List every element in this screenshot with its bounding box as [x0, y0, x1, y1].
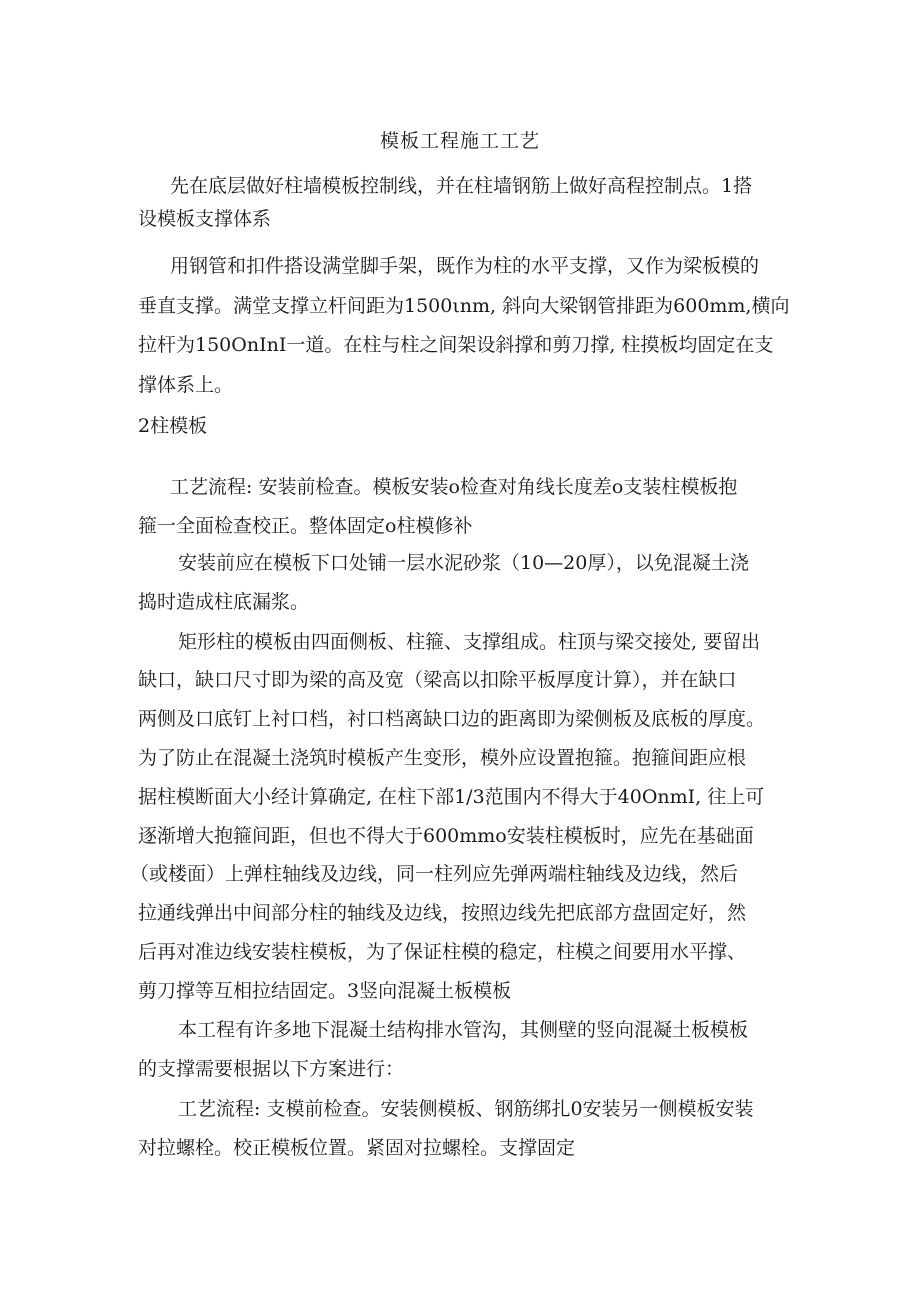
- text-line: 两侧及口底钉上衬口档，衬口档离缺口边的距离即为梁侧板及底板的厚度。: [138, 708, 766, 730]
- text-line: 后再对准边线安装柱模板，为了保证柱模的稳定，柱模之间要用水平撑、: [138, 941, 747, 963]
- text-line: 垂直支撑。满堂支撑立杆间距为1500ιnm, 斜向大梁钢管排距为600mm,横向: [138, 295, 790, 317]
- text-line: 用钢管和扣件搭设满堂脚手架，既作为柱的水平支撑，又作为梁板模的: [170, 255, 760, 277]
- text-line: 为了防止在混凝土浇筑时模板产生变形，模外应设置抱箍。抱箍间距应根: [138, 747, 747, 769]
- text-line: 本工程有许多地下混凝土结构排水管沟，其侧壁的竖向混凝土板模板: [178, 1019, 749, 1041]
- text-line: 拉通线弹出中间部分柱的轴线及边线，按照边线先把底部方盘固定好，然: [138, 902, 747, 924]
- text-line: 缺口，缺口尺寸即为梁的高及宽（梁高以扣除平板厚度计算），并在缺口: [138, 669, 737, 691]
- text-line: 剪刀撑等互相拉结固定。3竖向混凝土板模板: [138, 980, 512, 1002]
- text-line: 先在底层做好柱墙模板控制线，并在柱墙钢筋上做好高程控制点。1搭: [170, 175, 753, 197]
- text-line: 工艺流程: 安装前检查。模板安装o检查对角线长度差o支装柱模板抱: [170, 476, 738, 498]
- document-title: 模板工程施工工艺: [379, 130, 540, 152]
- text-line: 捣时造成柱底漏浆。: [138, 591, 310, 613]
- text-line: 安装前应在模板下口处铺一层水泥砂浆（10—20厚），以免混凝土浇: [178, 552, 749, 574]
- section-heading: 2柱模板: [138, 415, 208, 437]
- text-line: 据柱模断面大小经计算确定, 在柱下部1/3范围内不得大于40OnmI, 往上可: [138, 786, 765, 808]
- text-line: 矩形柱的模板由四面侧板、柱箍、支撑组成。柱顶与梁交接处, 要留出: [178, 631, 761, 653]
- text-line: 拉杆为150OnInI一道。在柱与柱之间架设斜撑和剪刀撑, 柱摸板均固定在支: [138, 334, 774, 356]
- text-line: （或楼面）上弹柱轴线及边线，同一柱列应先弹两端柱轴线及边线，然后: [130, 863, 739, 885]
- text-line: 的支撑需要根据以下方案进行：: [138, 1058, 405, 1080]
- text-line: 箍一全面检查校正。整体固定o柱模修补: [138, 515, 473, 537]
- text-line: 逐渐增大抱箍间距，但也不得大于600mmo安装柱模板时，应先在基础面: [138, 825, 754, 847]
- text-line: 工艺流程: 支模前检查。安装侧模板、钢筋绑扎0安装另一侧模板安装: [178, 1098, 754, 1120]
- text-line: 撑体系上。: [138, 374, 234, 396]
- text-line: 设模板支撑体系: [138, 208, 272, 230]
- text-line: 对拉螺栓。校正模板位置。紧固对拉螺栓。支撑固定: [138, 1137, 576, 1159]
